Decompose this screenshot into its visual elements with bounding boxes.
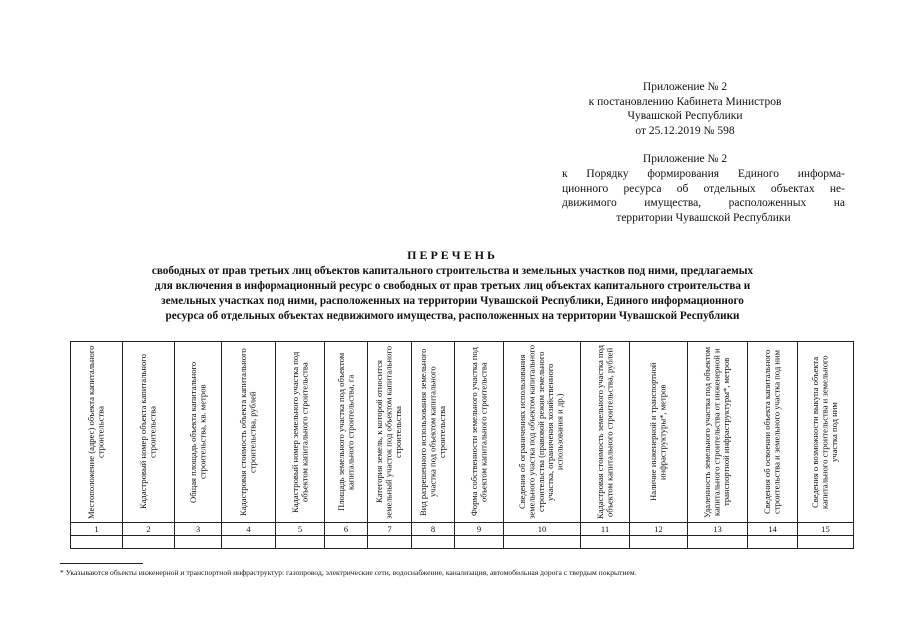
column-header-text: Наличие инженерной и транспортной инфраструктуры*, метров bbox=[648, 362, 668, 502]
column-number: 7 bbox=[368, 523, 412, 536]
table-cell bbox=[222, 536, 276, 549]
column-number: 11 bbox=[581, 523, 630, 536]
appendix-1-line: от 25.12.2019 № 598 bbox=[635, 124, 735, 137]
subtitle-line: свободных от прав третьих лиц объектов капитального строительства и земельных участков под ними, предлагаемых bbox=[151, 265, 754, 277]
appendix-2-line: ционного ресурса об отдельных объектах не- bbox=[562, 182, 845, 195]
subtitle-line: ресурса об отдельных объектах недвижимого имущества, расположенных на территории Чувашской Республики bbox=[165, 310, 740, 322]
table-cell bbox=[71, 536, 123, 549]
column-number: 5 bbox=[276, 523, 325, 536]
table-cell bbox=[688, 536, 748, 549]
column-header-text: Сведения о возможности выкупа объекта капитального строительства и земельного участка под ним bbox=[810, 355, 840, 509]
appendix-2-title: Приложение № 2 bbox=[642, 153, 728, 165]
column-header bbox=[688, 342, 748, 523]
column-header-text: Кадастровая стоимость земельного участка под объектом капитального строительства, рублей bbox=[594, 344, 614, 520]
column-number: 15 bbox=[798, 523, 854, 536]
table-cell bbox=[325, 536, 368, 549]
subtitle-line: для включения в информационный ресурс о свободных от прав третьих лиц объектах капитального строительства и bbox=[154, 280, 751, 292]
table-cell bbox=[630, 536, 688, 549]
column-header-text: Удаленность земельного участка под объектом капитального строительства от инженерной и транспортной инфраструктуры*, метров bbox=[702, 346, 732, 518]
column-header bbox=[748, 342, 798, 523]
document-heading: ПЕРЕЧЕНЬ bbox=[407, 248, 498, 262]
column-number: 14 bbox=[748, 523, 798, 536]
appendix-2-line: территории Чувашской Республики bbox=[616, 211, 791, 224]
column-number: 4 bbox=[222, 523, 276, 536]
appendix-2-body bbox=[562, 167, 845, 225]
column-header bbox=[276, 342, 325, 523]
column-header bbox=[581, 342, 630, 523]
column-header bbox=[222, 342, 276, 523]
column-number: 6 bbox=[325, 523, 368, 536]
table-cell bbox=[581, 536, 630, 549]
column-header bbox=[71, 342, 123, 523]
column-header-text: Сведения об ограничениях использования земельного участка под объектом капитального строительства (правовой режим земельного участка, ограничения хозяйственного использования и др.) bbox=[517, 344, 566, 520]
document-subtitle bbox=[60, 264, 845, 324]
table-cell bbox=[748, 536, 798, 549]
footnote: * Указываются объекты инженерной и транспортной инфраструктур: газопровод, электрические сети, водоснабжение, канализация, автомобильная дорога с твердым покрытием. bbox=[60, 568, 637, 577]
column-header-text: Категория земель, к которой относится земельный участок под объектом капитального строительства bbox=[374, 345, 404, 519]
column-number: 9 bbox=[455, 523, 504, 536]
table-cell bbox=[368, 536, 412, 549]
column-header bbox=[368, 342, 412, 523]
column-header bbox=[630, 342, 688, 523]
table-cell bbox=[455, 536, 504, 549]
column-number: 2 bbox=[123, 523, 175, 536]
column-header bbox=[325, 342, 368, 523]
column-header-text: Общая площадь объекта капитального строительства, кв. метров bbox=[187, 361, 207, 503]
column-header bbox=[455, 342, 504, 523]
column-header bbox=[175, 342, 222, 523]
column-number-row bbox=[71, 523, 854, 536]
footnote-divider bbox=[60, 563, 143, 564]
column-number: 13 bbox=[688, 523, 748, 536]
table-cell bbox=[798, 536, 854, 549]
table-cell bbox=[504, 536, 581, 549]
column-header bbox=[123, 342, 175, 523]
column-header-text: Площадь земельного участка под объектом капитального строительства, га bbox=[335, 352, 355, 512]
column-number: 10 bbox=[504, 523, 581, 536]
column-header-text: Кадастровый номер объекта капитального строительства bbox=[138, 354, 158, 510]
column-header-text: Сведения об освоении объекта капитального строительства и земельного участка под ним bbox=[762, 349, 782, 515]
column-number: 3 bbox=[175, 523, 222, 536]
column-header-text: Форма собственности земельного участка под объектом капитального строительства bbox=[468, 347, 488, 517]
appendix-1-line: Приложение № 2 bbox=[642, 81, 728, 93]
column-header bbox=[504, 342, 581, 523]
appendix-2-line: к Порядку формирования Единого информа- bbox=[562, 168, 845, 180]
appendix-1-line: к постановлению Кабинета Министров bbox=[588, 95, 782, 108]
table-header-row bbox=[71, 342, 854, 523]
column-header bbox=[798, 342, 854, 523]
column-number: 8 bbox=[412, 523, 455, 536]
column-header-text: Местоположение (адрес) объекта капитального строительства bbox=[86, 345, 106, 519]
appendix-1-block bbox=[560, 80, 810, 138]
register-table bbox=[70, 341, 854, 549]
column-number: 1 bbox=[71, 523, 123, 536]
column-header-text: Вид разрешенного использования земельного участка под объектом капитального строительства bbox=[417, 348, 447, 516]
appendix-2-line: движимого имущества, расположенных на bbox=[562, 197, 845, 210]
column-header-text: Кадастровая стоимость объекта капитального строительства, рублей bbox=[238, 348, 258, 516]
table-cell bbox=[175, 536, 222, 549]
empty-table-row bbox=[71, 536, 854, 549]
column-header-text: Кадастровый номер земельного участка под объектом капитального строительства bbox=[289, 351, 309, 513]
column-header bbox=[412, 342, 455, 523]
table-cell bbox=[123, 536, 175, 549]
table-cell bbox=[276, 536, 325, 549]
table-cell bbox=[412, 536, 455, 549]
column-number: 12 bbox=[630, 523, 688, 536]
appendix-1-line: Чувашской Республики bbox=[627, 110, 743, 123]
subtitle-line: земельных участках под ними, расположенных на территории Чувашской Республики, Единого информационного bbox=[161, 295, 744, 307]
